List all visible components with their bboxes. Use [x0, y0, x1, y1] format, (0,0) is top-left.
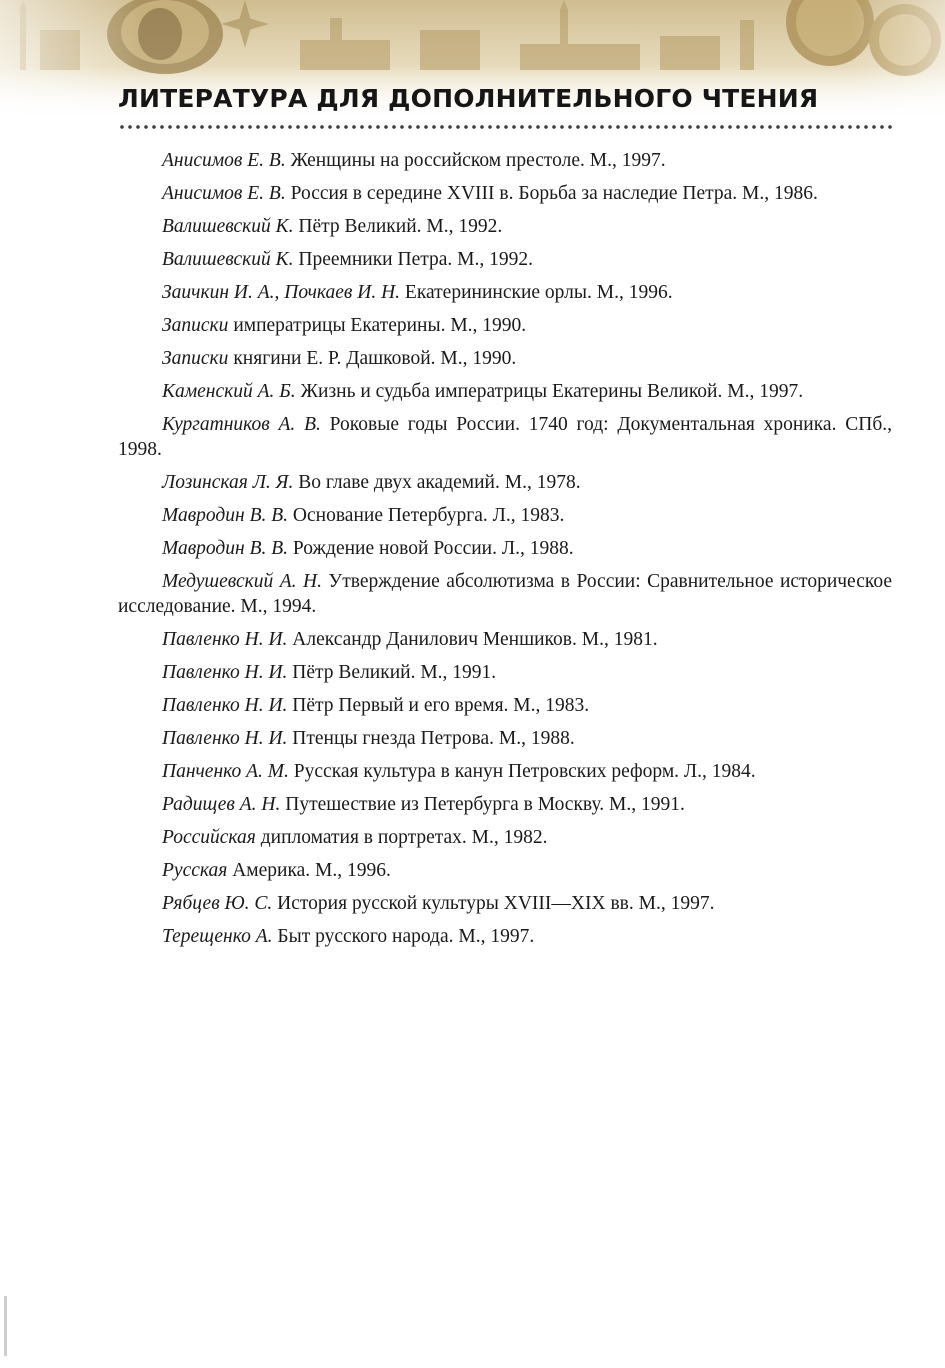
page-title: ЛИТЕРАТУРА ДЛЯ ДОПОЛНИТЕЛЬНОГО ЧТЕНИЯ: [118, 84, 819, 113]
reference-details: Александр Данилович Меншиков. М., 1981.: [287, 629, 658, 650]
reference-item: [118, 660, 892, 685]
reference-author: Каменский А. Б.: [162, 381, 296, 402]
reference-item: [118, 536, 892, 561]
reference-details: Екатерининские орлы. М., 1996.: [400, 282, 673, 303]
reference-item: [118, 280, 892, 305]
reference-item: [118, 412, 892, 462]
reference-author: Мавродин В. В.: [162, 505, 289, 526]
reference-author: Кургатников А. В.: [162, 414, 321, 435]
reference-details: Путешествие из Петербурга в Москву. М., 1991.: [280, 794, 685, 815]
reference-item: [118, 569, 892, 619]
dotted-divider: [118, 124, 896, 130]
reference-details: дипломатия в портретах. М., 1982.: [255, 827, 548, 848]
reference-author: Панченко А. М.: [162, 761, 289, 782]
reference-author: Валишевский К.: [162, 216, 294, 237]
reference-details: Птенцы гнезда Петрова. М., 1988.: [287, 728, 575, 749]
reference-item: [118, 627, 892, 652]
reference-list: [118, 148, 892, 957]
reference-author: Павленко Н. И.: [162, 629, 288, 650]
reference-item: [118, 693, 892, 718]
reference-author: Павленко Н. И.: [162, 695, 288, 716]
reference-author: Павленко Н. И.: [162, 728, 288, 749]
reference-item: [118, 379, 892, 404]
reference-author: Валишевский К.: [162, 249, 294, 270]
reference-author: Медушевский А. Н.: [162, 571, 322, 592]
reference-item: [118, 181, 892, 206]
reference-details: Утверждение абсолютизма в России: Сравнительное историческое исследование. М., 1994.: [118, 571, 892, 617]
reference-details: Россия в середине XVIII в. Борьба за наследие Петра. М., 1986.: [285, 183, 818, 204]
reference-author: Радищев А. Н.: [162, 794, 281, 815]
reference-item: [118, 346, 892, 371]
reference-details: Быт русского народа. М., 1997.: [272, 926, 535, 947]
reference-item: [118, 924, 892, 949]
reference-details: Пётр Великий. М., 1992.: [293, 216, 503, 237]
reference-item: [118, 726, 892, 751]
reference-details: Основание Петербурга. Л., 1983.: [288, 505, 565, 526]
reference-details: Америка. М., 1996.: [227, 860, 391, 881]
page-edge-mark: [4, 1296, 7, 1356]
reference-author: Записки: [162, 348, 229, 369]
reference-author: Записки: [162, 315, 229, 336]
reference-details: императрицы Екатерины. М., 1990.: [228, 315, 527, 336]
reference-item: [118, 759, 892, 784]
reference-author: Анисимов Е. В.: [162, 183, 286, 204]
reference-item: [118, 148, 892, 173]
reference-details: Жизнь и судьба императрицы Екатерины Великой. М., 1997.: [295, 381, 804, 402]
reference-details: Пётр Великий. М., 1991.: [287, 662, 497, 683]
reference-author: Терещенко А.: [162, 926, 273, 947]
reference-item: [118, 247, 892, 272]
header-banner-illustration: [0, 0, 945, 140]
reference-item: [118, 891, 892, 916]
reference-author: Анисимов Е. В.: [162, 150, 286, 171]
reference-details: Роковые годы России. 1740 год: Документальная хроника. СПб., 1998.: [118, 414, 892, 460]
reference-details: Русская культура в канун Петровских реформ. Л., 1984.: [288, 761, 756, 782]
reference-details: Рождение новой России. Л., 1988.: [288, 538, 574, 559]
reference-item: [118, 214, 892, 239]
reference-details: княгини Е. Р. Дашковой. М., 1990.: [228, 348, 517, 369]
reference-author: Павленко Н. И.: [162, 662, 288, 683]
reference-item: [118, 858, 892, 883]
reference-author: Российская: [162, 827, 256, 848]
reference-author: Лозинская Л. Я.: [162, 472, 294, 493]
reference-details: История русской культуры XVIII—XIX вв. М., 1997.: [272, 893, 715, 914]
reference-author: Рябцев Ю. С.: [162, 893, 273, 914]
reference-author: Мавродин В. В.: [162, 538, 289, 559]
reference-item: [118, 313, 892, 338]
reference-item: [118, 792, 892, 817]
reference-details: Женщины на российском престоле. М., 1997.: [285, 150, 666, 171]
reference-author: Заичкин И. А., Почкаев И. Н.: [162, 282, 401, 303]
reference-author: Русская: [162, 860, 228, 881]
reference-item: [118, 825, 892, 850]
reference-details: Пётр Первый и его время. М., 1983.: [287, 695, 590, 716]
reference-item: [118, 503, 892, 528]
reference-details: Преемники Петра. М., 1992.: [293, 249, 533, 270]
reference-item: [118, 470, 892, 495]
reference-details: Во главе двух академий. М., 1978.: [293, 472, 581, 493]
